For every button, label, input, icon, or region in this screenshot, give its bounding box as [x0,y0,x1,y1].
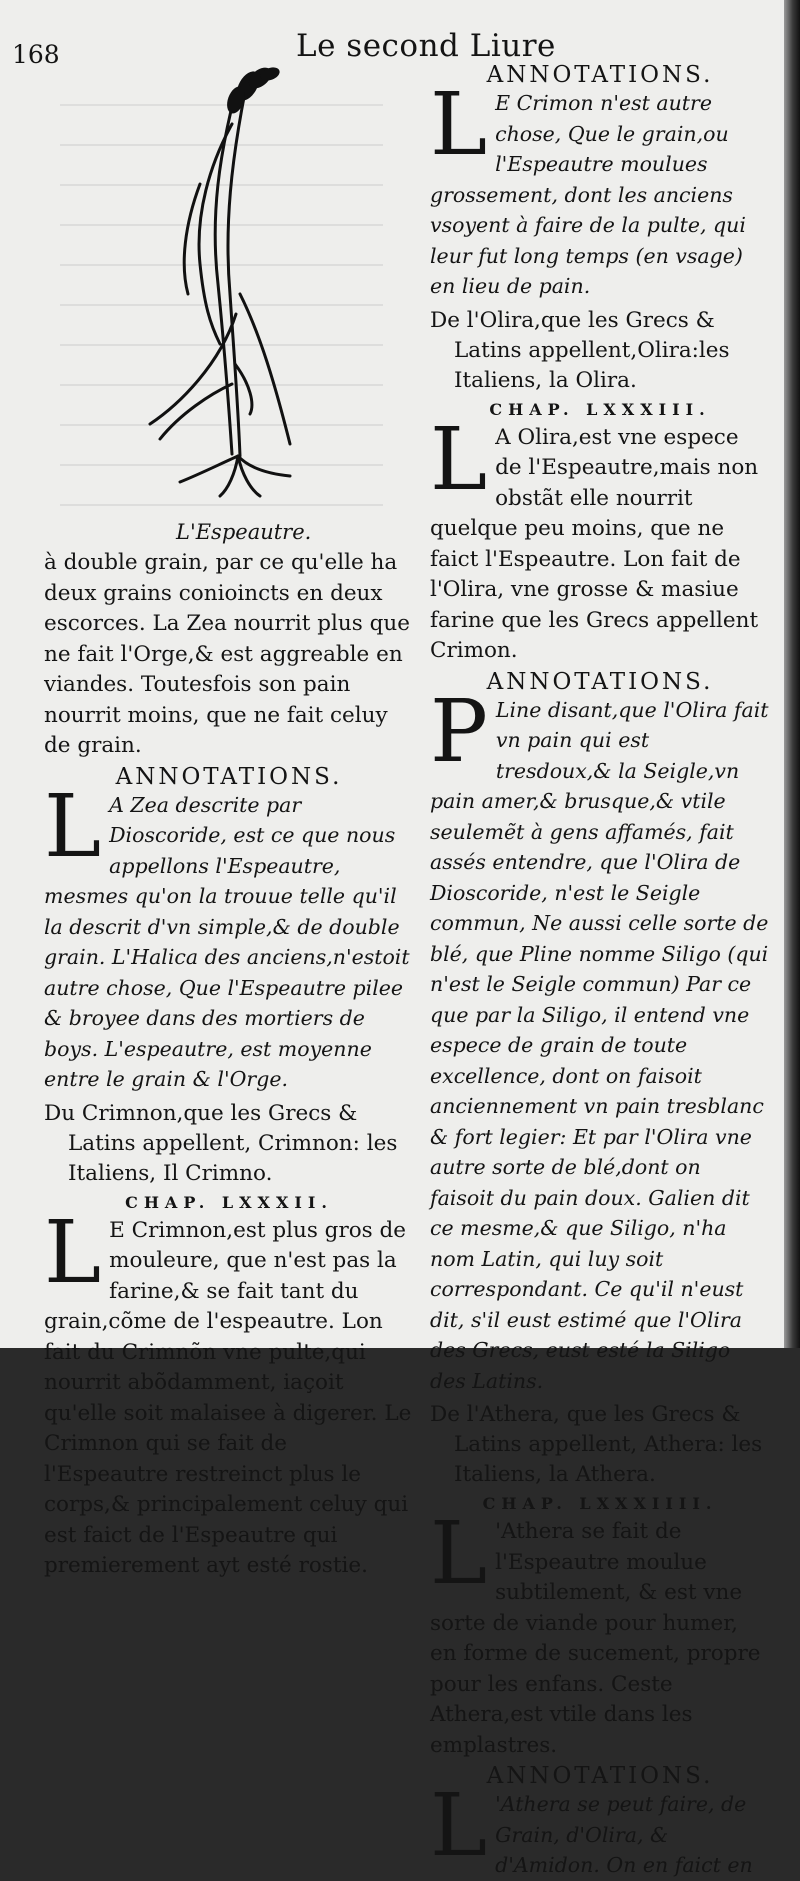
page-number: 168 [12,40,60,69]
page-header [0,14,784,69]
chapter-text: E Crimnon,est plus gros de mouleure, que n'est pas la farine,& se fait tant du grain,cõme de l'espeautre. Lon fait du Crimnõn vne pulte,qui nourrit abõdamment, iaçoit qu'elle soit malaisee à digerer. Le Crimnon qui se fait de l'Espeautre restreinct plus le corps,& principalement celuy qui est faict de l'Espeautre qui premierement ayt esté rostie. [44,1217,412,1578]
drop-cap: L [44,776,102,877]
annotations-heading: ANNOTATIONS. [486,62,714,88]
chapter-number: CHAP. LXXXII. [125,1192,333,1212]
left-column [44,520,414,1582]
illustration-caption: L'Espeautre. [176,520,312,544]
annotation-text: A Zea descrite par Dioscoride, est ce que nous appellons l'Espeautre, mesmes qu'on la trouue telle qu'il la descrit d'vn simple,& de double grain. L'Halica des anciens,n'estoit autre chose, Que l'Espeautre pilee & broyee dans des mortiers de boys. L'espeautre, est moyenne entre le grain & l'Orge. [44,792,410,1091]
chapter-title-crimnon: Du Crimnon,que les Grecs & Latins appellent, Crimnon: les Italiens, Il Crimno. [44,1100,398,1186]
drop-cap: L [430,1504,488,1604]
running-head: Le second Liure [296,28,556,64]
drop-cap: P [430,681,488,782]
annotations-heading: ANNOTATIONS. [115,763,343,790]
annotations-heading: ANNOTATIONS. [486,668,714,695]
espeautre-plant-icon [140,64,300,504]
right-column [430,60,770,1881]
drop-cap: L [44,1202,102,1303]
book-spine [784,0,800,1348]
chapter-title-athera: De l'Athera, que les Grecs & Latins appellent, Athera: les Italiens, la Athera. [430,1402,763,1487]
drop-cap: L [430,75,488,175]
annotation-text: 'Athera se peut faire, de Grain, d'Olira, & d'Amidon. On en faict en [495,1792,753,1877]
annotation-text: Line disant,que l'Olira fait vn pain qui est tresdoux,& la Seigle,vn pain amer,& brusque,& vtile seulemẽt à gens affamés, fait assés entendre, que l'Olira de Dioscoride, n'est le Seigle commun, Ne aussi celle sorte de blé, que Pline nomme Siligo (qui n'est le Seigle commun) Par ce que par la Siligo, il entend vne espece de grain de toute excellence, dont on faisoit anciennement vn pain tresblanc & fort legier: Et par l'Olira vne autre sorte de blé,dont on faisoit du pain doux. Galien dit ce mesme,& que Siligo, n'ha nom Latin, qui luy soit correspondant. Ce qu'il n'eust dit, s'il eust estimé que l'Olira des Grecs, eust esté la Siligo des Latins. [430,697,769,1393]
drop-cap: L [430,409,488,510]
chapter-body-athera [430,1504,770,1761]
chapter-text: 'Athera se fait de l'Espeautre moulue subtilement, & est vne sorte de viande pour humer, en forme de sucement, propre pour les enfans. Ceste Athera,est vtile dans les emplastres. [430,1519,761,1758]
annotation-text: E Crimon n'est autre chose, Que le grain,ou l'Espeautre moulues grossement, dont les anciens vsoyent à faire de la pulte, qui leur fut long temps (en vsage) en lieu de pain. [430,91,746,298]
chapter-number: CHAP. LXXXIII. [489,399,711,419]
chapter-title-olira: De l'Olira,que les Grecs & Latins appellent,Olira:les Italiens, la Olira. [430,307,730,393]
chapter-text: A Olira,est vne espece de l'Espeautre,mais non obstãt elle nourrit quelque peu moins, que ne faict l'Espeautre. Lon fait de l'Olira, vne grosse & masiue farine que les Grecs appellent Crimon. [430,424,759,663]
annotations-heading: ANNOTATIONS. [486,1763,714,1789]
zea-paragraph: à double grain, par ce qu'elle ha deux grains conioincts en deux escorces. La Zea nourrit plus que ne fait l'Orge,& est aggreable en viandes. Toutesfois son pain nourrit moins, que ne fait celuy de grain. [44,550,410,758]
chapter-number: CHAP. LXXXIIII. [482,1494,718,1513]
drop-cap: L [430,1776,488,1876]
